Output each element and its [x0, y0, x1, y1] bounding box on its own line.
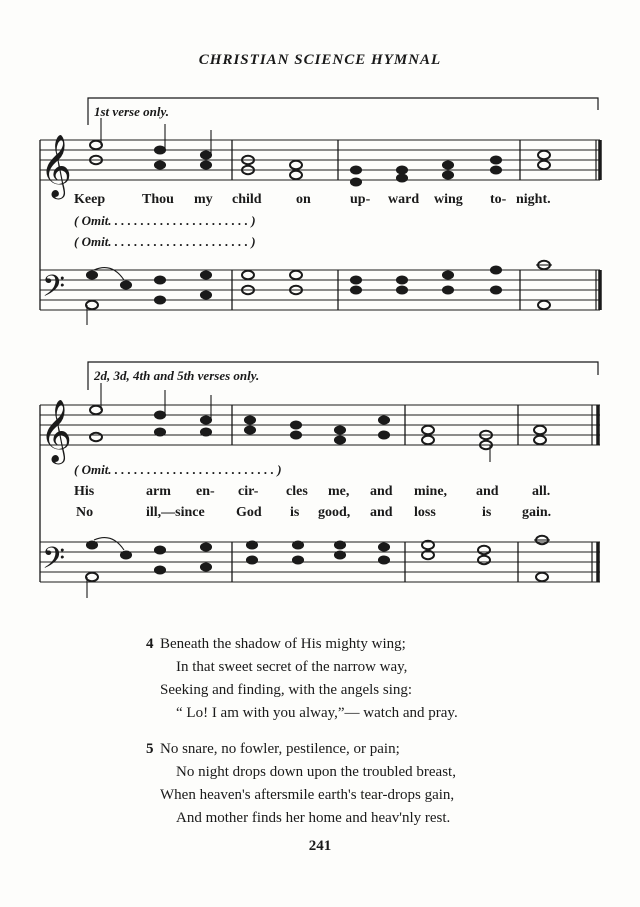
stanza-line: Seeking and finding, with the angels sing: — [160, 682, 413, 698]
lyric-syllable: ill,—since — [146, 505, 205, 520]
bass-clef-icon: 𝄢 — [42, 542, 66, 583]
lyric-syllable: cir- — [238, 484, 259, 499]
bass-clef-icon: 𝄢 — [42, 270, 66, 311]
lyric-syllable: mine, — [414, 484, 448, 499]
notes-system-1 — [90, 118, 550, 186]
lyric-syllable: is — [290, 505, 300, 520]
lyric-syllable: loss — [414, 505, 436, 520]
stanza-line: No snare, no fowler, pestilence, or pain; — [160, 741, 400, 757]
stanza-line: No night drops down upon the troubled breast, — [176, 764, 456, 780]
treble-clef-icon: 𝄞 — [40, 134, 72, 197]
page-number: 241 — [308, 838, 332, 854]
lyric-syllable: ward — [388, 192, 420, 207]
lyric-syllable: Keep — [74, 192, 106, 207]
lyric-syllable: all. — [532, 484, 551, 499]
lyric-syllable: cles — [286, 484, 308, 499]
hymnal-header: CHRISTIAN SCIENCE HYMNAL — [198, 52, 442, 68]
lyric-syllable: God — [236, 505, 262, 520]
lyric-syllable: to- — [490, 192, 507, 207]
lyric-syllable: my — [194, 192, 213, 207]
stanza-line: And mother finds her home and heav'nly rest. — [176, 810, 451, 826]
lyric-syllable: me, — [328, 484, 350, 499]
lyric-syllable: on — [296, 192, 311, 207]
stanza-line: In that sweet secret of the narrow way, — [176, 659, 408, 675]
lyric-syllable: night. — [516, 192, 551, 207]
lyric-syllable: is — [482, 505, 492, 520]
lyric-syllable: up- — [350, 192, 371, 207]
stanza-line: When heaven's aftersmile earth's tear-drops gain, — [160, 787, 455, 803]
omit-line: ( Omit. . . . . . . . . . . . . . . . . . . . . . . . . . ) — [74, 462, 282, 477]
lyric-syllable: gain. — [522, 505, 552, 520]
stanza-line: “ Lo! I am with you alway,”— watch and pray. — [176, 705, 458, 721]
lyric-syllable: and — [370, 484, 393, 499]
stanza-number: 5 — [146, 741, 154, 757]
lyric-syllable: arm — [146, 484, 171, 499]
lyric-syllable: No — [76, 505, 94, 520]
lyric-syllable: en- — [196, 484, 215, 499]
treble-clef-icon: 𝄞 — [40, 399, 72, 462]
lyric-syllable: His — [74, 484, 95, 499]
omit-line: ( Omit. . . . . . . . . . . . . . . . . . . . . . ) — [74, 234, 256, 249]
lyric-syllable: and — [476, 484, 499, 499]
lyric-syllable: good, — [318, 505, 351, 520]
lyric-syllable: Thou — [142, 192, 174, 207]
stanza-line: Beneath the shadow of His mighty wing; — [160, 636, 406, 652]
verse-label: 1st verse only. — [94, 104, 169, 119]
lyric-syllable: wing — [434, 192, 463, 207]
stanza-number: 4 — [146, 636, 154, 652]
lyric-syllable: child — [232, 192, 262, 207]
omit-line: ( Omit. . . . . . . . . . . . . . . . . . . . . . ) — [74, 213, 256, 228]
notes-system-2 — [90, 383, 546, 462]
verse-label: 2d, 3d, 4th and 5th verses only. — [94, 368, 260, 383]
lyric-syllable: and — [370, 505, 393, 520]
